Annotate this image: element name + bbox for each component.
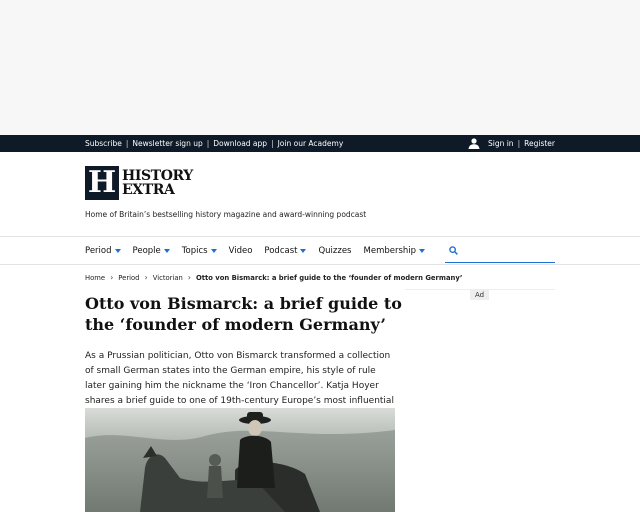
nav-label: People (132, 245, 161, 256)
breadcrumb-victorian[interactable]: Victorian (152, 273, 183, 282)
search-icon[interactable] (449, 240, 458, 259)
search-input[interactable] (462, 245, 552, 254)
article-title: Otto von Bismarck: a brief guide to the ‘founder of modern Germany’ (85, 294, 402, 334)
utility-bar (0, 135, 640, 152)
chevron-right-icon: › (187, 273, 191, 282)
chevron-right-icon: › (144, 273, 148, 282)
tagline: Home of Britain’s bestselling history magazine and award-winning podcast (85, 210, 367, 219)
academy-link[interactable]: Join our Academy (277, 139, 344, 148)
register-link[interactable]: Register (524, 139, 555, 148)
nav-label: Period (85, 245, 112, 256)
account-links (468, 138, 555, 149)
breadcrumb-home[interactable]: Home (85, 273, 106, 282)
nav-item-people[interactable] (133, 246, 170, 256)
newsletter-link[interactable]: Newsletter sign up (132, 139, 203, 148)
nav-label: Topics (181, 245, 208, 256)
breadcrumb (0, 265, 640, 282)
nav-item-topics[interactable] (182, 246, 217, 256)
nav-item-membership[interactable] (364, 246, 426, 256)
breadcrumb-current: Otto von Bismarck: a brief guide to the ‘founder of modern Germany’ (196, 273, 463, 282)
logo-mark: H (85, 166, 119, 200)
subscribe-link[interactable]: Subscribe (85, 139, 122, 148)
logo-line-1: HISTORY (122, 168, 193, 184)
chevron-right-icon: › (110, 273, 114, 282)
nav-item-video[interactable] (229, 246, 253, 256)
divider: | (517, 139, 521, 148)
nav-item-period[interactable] (85, 246, 121, 256)
search-box[interactable] (445, 237, 555, 263)
utility-links (85, 139, 343, 148)
chevron-down-icon (211, 249, 217, 253)
divider: | (125, 139, 129, 148)
download-app-link[interactable]: Download app (213, 139, 268, 148)
top-ad-slot (0, 0, 640, 135)
nav-item-quizzes[interactable] (318, 246, 351, 256)
divider: | (206, 139, 210, 148)
nav-label: Video (228, 245, 253, 256)
chevron-down-icon (419, 249, 425, 253)
user-icon[interactable] (468, 138, 480, 149)
nav-item-podcast[interactable] (264, 246, 306, 256)
divider: | (271, 139, 274, 148)
chevron-down-icon (115, 249, 121, 253)
hero-image (85, 408, 395, 512)
breadcrumb-period[interactable]: Period (118, 273, 140, 282)
chevron-down-icon (164, 249, 170, 253)
logo-line-2: EXTRA (122, 182, 175, 198)
brand-header (0, 152, 640, 236)
nav-label: Podcast (264, 245, 298, 256)
nav-label: Membership (363, 245, 417, 256)
chevron-down-icon (300, 249, 306, 253)
nav-label: Quizzes (318, 245, 352, 256)
sign-in-link[interactable]: Sign in (487, 139, 514, 148)
site-logo[interactable] (85, 166, 640, 200)
article-standfirst: As a Prussian politician, Otto von Bismarck transformed a collection of small German states into the German empire, his style of rule later gaining him the nickname the ‘Iron Chancellor’. Katja Hoyer shares a brief guide to one of 19th-century Europe’s most influential (85, 351, 394, 406)
logo-wordmark (122, 169, 193, 197)
ad-label: Ad (470, 290, 489, 300)
